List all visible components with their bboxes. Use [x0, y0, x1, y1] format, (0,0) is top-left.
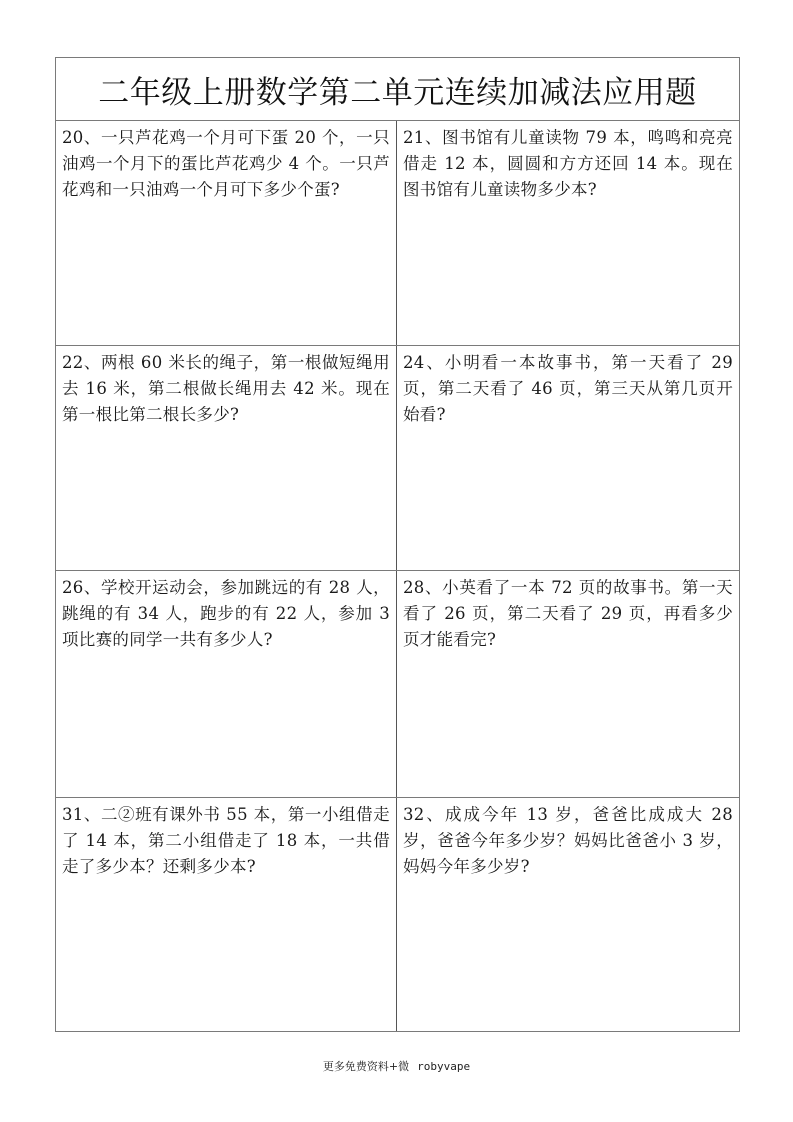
- problem-28: 28、小英看了一本 72 页的故事书。第一天看了 26 页，第二天看了 29 页，再看多少页才能看完?: [403, 578, 733, 649]
- problem-row: [56, 571, 739, 798]
- problem-32: 32、成成今年 13 岁，爸爸比成成大 28 岁，爸爸今年多少岁？妈妈比爸爸小 3 岁，妈妈今年多少岁?: [403, 805, 733, 876]
- title-row: [56, 58, 739, 121]
- footer-note: [0, 1058, 793, 1074]
- problem-row: [56, 121, 739, 346]
- problem-26: 26、学校开运动会，参加跳远的有 28 人，跳绳的有 34 人，跑步的有 22 人，参加 3 项比赛的同学一共有多少人?: [56, 571, 397, 797]
- problem-21: 21、图书馆有儿童读物 79 本，鸣鸣和亮亮借走 12 本，圆圆和方方还回 14 本。现在图书馆有儿童读物多少本?: [403, 128, 733, 199]
- worksheet-table: [55, 57, 740, 1032]
- problem-24: 24、小明看一本故事书，第一天看了 29 页，第二天看了 46 页，第三天从第几页开始看?: [403, 353, 733, 424]
- problem-31: 31、二②班有课外书 55 本，第一小组借走了 14 本，第二小组借走了 18 本，一共借走了多少本？还剩多少本?: [56, 798, 397, 1031]
- page-title: 二年级上册数学第二单元连续加减法应用题: [98, 74, 697, 111]
- footer-handle: robyvape: [417, 1060, 471, 1073]
- problem-22: 22、两根 60 米长的绳子，第一根做短绳用去 16 米，第二根做长绳用去 42 米。现在第一根比第二根长多少?: [56, 346, 397, 570]
- footer-text: 更多免费资料+微: [322, 1060, 410, 1073]
- problem-row: [56, 798, 739, 1031]
- problem-grid: [56, 121, 739, 1031]
- problem-20: 20、一只芦花鸡一个月可下蛋 20 个，一只油鸡一个月下的蛋比芦花鸡少 4 个。一只芦花鸡和一只油鸡一个月可下多少个蛋?: [56, 121, 397, 345]
- problem-row: [56, 346, 739, 571]
